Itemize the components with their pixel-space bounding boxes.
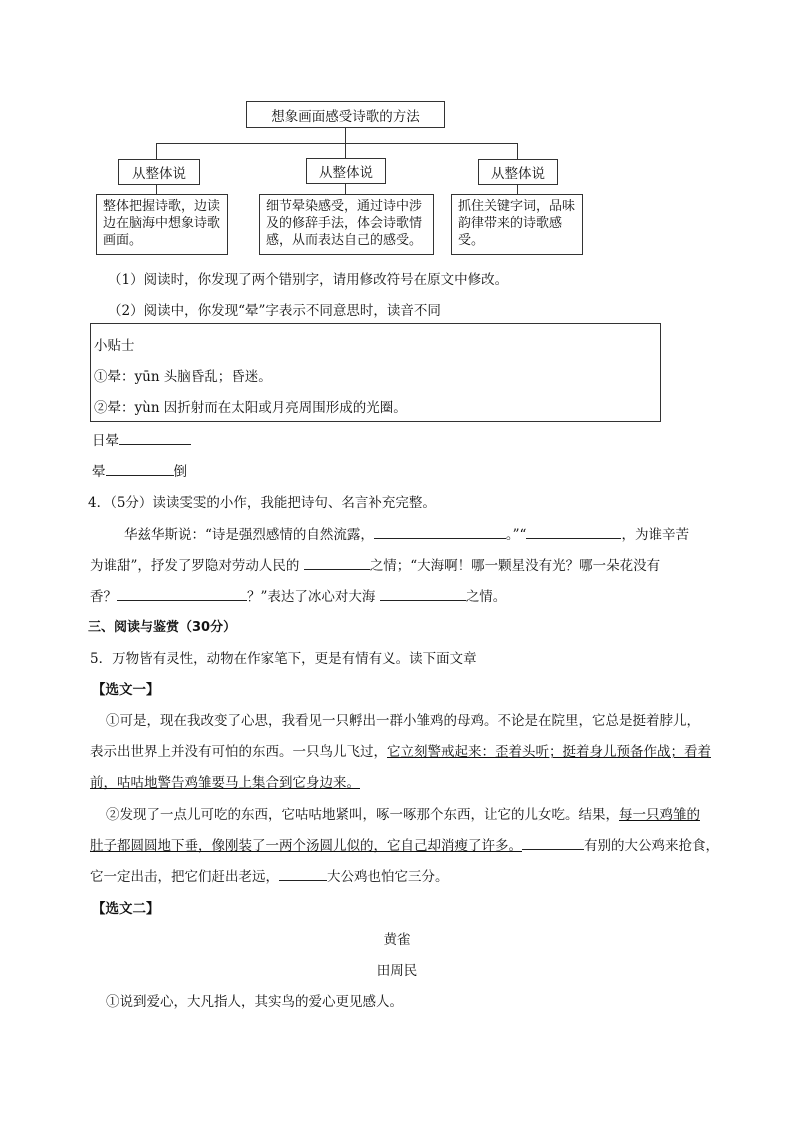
connector-left-lower bbox=[156, 185, 157, 194]
tip-title: 小贴士 bbox=[94, 338, 135, 354]
fill-prefix: 日晕 bbox=[92, 433, 119, 449]
text: 为谁甜”，抒发了罗隐对劳动人民的 bbox=[90, 558, 300, 574]
branch-label-box bbox=[306, 158, 386, 184]
connector-horizontal bbox=[156, 143, 518, 144]
text: ②发现了一点儿可吃的东西，它咕咕地紧叫，啄一啄那个东西，让它的儿女吃。结果， bbox=[106, 807, 619, 823]
paragraph-line: ①说到爱心，大凡指人，其实鸟的爱心更见感人。 bbox=[106, 994, 403, 1010]
fill-suffix: 倒 bbox=[173, 464, 187, 480]
paragraph-line bbox=[106, 803, 700, 823]
text: ，为谁辛苦 bbox=[621, 527, 689, 543]
fill-line-riyun bbox=[92, 429, 191, 449]
branch-label-box bbox=[478, 159, 558, 185]
diagram-title: 想象画面感受诗歌的方法 bbox=[271, 108, 420, 125]
tip-item: ②晕：yùn 因折射而在太阳或月亮周围形成的光圈。 bbox=[94, 400, 407, 416]
selection-label: 【选文二】 bbox=[92, 901, 160, 917]
tip-box bbox=[90, 323, 661, 422]
branch-label-box bbox=[118, 159, 200, 185]
text: 有别的大公鸡来抢食， bbox=[584, 838, 719, 854]
text: 它一定出击，把它们赶出老远， bbox=[90, 869, 279, 885]
branch-desc-box bbox=[96, 194, 228, 255]
branch-label: 从整体说 bbox=[319, 165, 373, 181]
connector-left bbox=[156, 143, 157, 159]
branch-desc: 抓住关键字词，品味韵律带来的诗歌感受。 bbox=[458, 199, 576, 248]
answer-blank[interactable] bbox=[119, 430, 191, 445]
connector-right-lower bbox=[517, 185, 518, 194]
text: 之情。 bbox=[465, 589, 507, 605]
paragraph-line bbox=[90, 865, 449, 885]
answer-blank[interactable] bbox=[374, 524, 506, 539]
text: 大公鸡也怕它三分。 bbox=[327, 869, 449, 885]
answer-blank[interactable] bbox=[279, 866, 327, 881]
paragraph-line bbox=[90, 834, 719, 854]
q4-line2 bbox=[90, 554, 660, 574]
answer-blank[interactable] bbox=[117, 586, 247, 601]
section-heading: 三、阅读与鉴赏（30分） bbox=[88, 620, 237, 635]
article-title: 黄雀 bbox=[383, 932, 411, 948]
underlined-text: 它立刻警戒起来：歪着头听；挺着身儿预备作战；看着 bbox=[387, 744, 711, 760]
answer-blank[interactable] bbox=[106, 461, 174, 476]
q5-stem: 5．万物皆有灵性，动物在作家笔下，更是有情有义。读下面文章 bbox=[90, 651, 477, 667]
text: ？”表达了冰心对大海 bbox=[247, 589, 376, 605]
tip-item: ①晕：yūn 头脑昏乱；昏迷。 bbox=[94, 369, 272, 385]
answer-blank[interactable] bbox=[522, 835, 584, 850]
q3-sub1: （1）阅读时，你发现了两个错别字，请用修改符号在原文中修改。 bbox=[108, 272, 509, 288]
underlined-text: 肚子都圆圆地下垂，像刚装了一两个汤圆儿似的，它自己却消瘦了许多。 bbox=[90, 838, 522, 854]
underlined-text: 每一只鸡雏的 bbox=[619, 807, 700, 823]
text: 表示出世界上并没有可怕的东西。一只鸟儿飞过， bbox=[90, 744, 387, 760]
selection-label: 【选文一】 bbox=[92, 682, 160, 698]
connector-middle bbox=[345, 143, 346, 159]
connector-middle-lower bbox=[345, 184, 346, 194]
article-author: 田周民 bbox=[376, 963, 418, 979]
branch-label: 从整体说 bbox=[491, 166, 545, 182]
fill-prefix: 晕 bbox=[92, 464, 106, 480]
paragraph-line: ①可是，现在我改变了心思，我看见一只孵出一群小雏鸡的母鸡。不论是在院里，它总是挺着脖儿， bbox=[106, 713, 700, 729]
text: 华兹华斯说：“诗是强烈感情的自然流露， bbox=[124, 527, 374, 543]
branch-desc: 细节晕染感受，通过诗中涉及的修辞手法，体会诗歌情感，从而表达自己的感受。 bbox=[266, 199, 423, 248]
text: 香？ bbox=[90, 589, 117, 605]
fill-line-yundao bbox=[92, 460, 187, 480]
q4-stem: 4．（5分）读读雯雯的小作，我能把诗句、名言补充完整。 bbox=[88, 495, 436, 511]
underlined-text: 前，咕咕地警告鸡雏要马上集合到它身边来。 bbox=[90, 775, 360, 791]
connector-vertical-top bbox=[345, 128, 346, 144]
branch-desc-box bbox=[259, 194, 434, 255]
answer-blank[interactable] bbox=[526, 524, 621, 539]
diagram-title-box bbox=[246, 101, 445, 128]
connector-right bbox=[517, 143, 518, 159]
branch-desc: 整体把握诗歌，边读边在脑海中想象诗歌画面。 bbox=[103, 199, 221, 248]
q4-line1 bbox=[124, 523, 689, 543]
q4-line3 bbox=[90, 585, 506, 605]
branch-desc-box bbox=[451, 194, 583, 255]
text: 之情；“大海啊！哪一颗星没有光？哪一朵花没有 bbox=[369, 558, 661, 574]
answer-blank[interactable] bbox=[304, 555, 370, 570]
answer-blank[interactable] bbox=[380, 586, 466, 601]
paragraph-line bbox=[90, 740, 711, 760]
q3-sub2: （2）阅读中，你发现“晕”字表示不同意思时，读音不同 bbox=[108, 303, 441, 319]
text: 。”“ bbox=[505, 527, 527, 543]
branch-label: 从整体说 bbox=[132, 166, 186, 182]
